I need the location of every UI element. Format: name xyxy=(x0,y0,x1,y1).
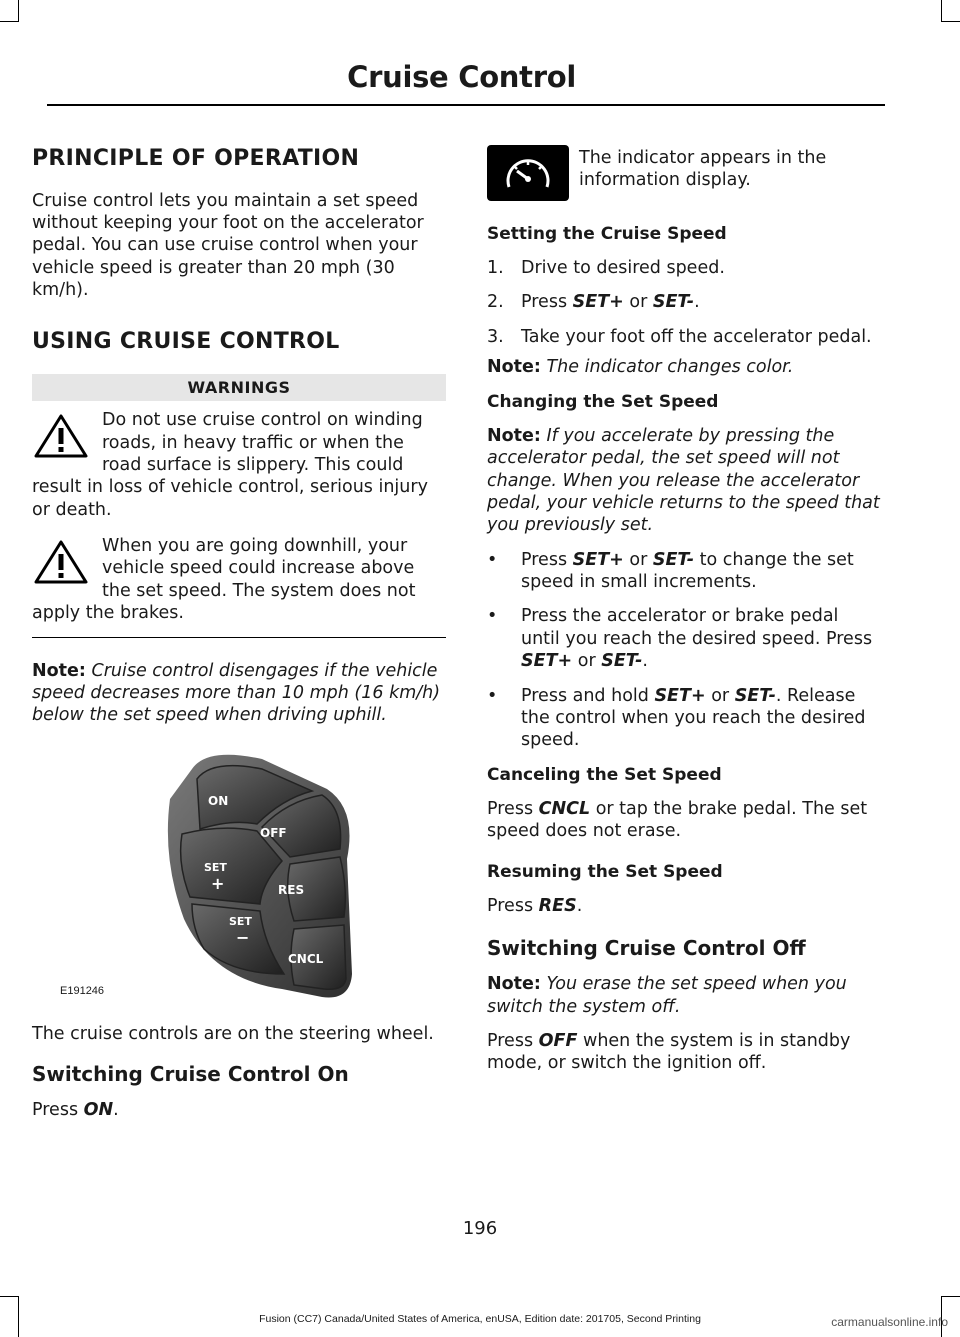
crop-mark xyxy=(941,0,942,22)
warning-text: Do not use cruise control on winding roads, in heavy traffic or when the road surface is slippery. This could result in loss of vehicle control, serious injury or death. xyxy=(32,410,428,520)
off-button-label: OFF xyxy=(260,825,287,840)
page-number: 196 xyxy=(462,1218,498,1239)
footer-edition-info: Fusion (CC7) Canada/United States of America, enUSA, Edition date: 201705, Second Printing xyxy=(259,1313,701,1325)
crop-mark xyxy=(18,0,19,22)
off-text: Press OFF when the system is in standby mode, or switch the ignition off. xyxy=(487,1030,851,1074)
changing-heading: Changing the Set Speed xyxy=(487,391,719,412)
note-label: Note: xyxy=(32,660,86,681)
crop-mark xyxy=(941,21,960,22)
note-erase: Note: You erase the set speed when you switch the system off. xyxy=(487,974,847,1017)
uphill-note xyxy=(32,660,446,727)
res-button-label: RES xyxy=(278,882,305,897)
warnings-heading: WARNINGS xyxy=(32,374,446,401)
period: . xyxy=(113,1100,119,1121)
warning-item xyxy=(32,535,446,625)
warning-triangle-icon xyxy=(32,412,90,460)
watermark: carmanualsonline.info xyxy=(831,1315,948,1329)
note-accelerate: Note: If you accelerate by pressing the accelerator pedal, the set speed will not change. When you release the accelerator pedal, your vehicle returns to the speed that you previously set. xyxy=(487,425,880,536)
on-key: ON xyxy=(83,1100,114,1121)
set-plus-button-label: SET xyxy=(204,860,227,874)
resuming-heading: Resuming the Set Speed xyxy=(487,861,723,882)
minus-symbol: − xyxy=(236,927,250,947)
crop-mark xyxy=(0,21,19,22)
switch-on-heading: Switching Cruise Control On xyxy=(32,1062,349,1087)
figure-id: E191246 xyxy=(60,984,105,997)
setting-heading: Setting the Cruise Speed xyxy=(487,224,727,244)
press-word: Press xyxy=(32,1100,79,1121)
steering-wheel-buttons-illustration xyxy=(32,739,446,1009)
note-color: Note: The indicator changes color. xyxy=(487,357,794,378)
using-heading: USING CRUISE CONTROL xyxy=(32,328,340,354)
list-item: • Press and hold SET+ or SET-. Release the control when you reach the desired speed. xyxy=(487,685,866,751)
cruise-control-buttons-figure xyxy=(32,739,446,1009)
set-minus-button-label: SET xyxy=(229,914,252,928)
plus-symbol: + xyxy=(211,873,225,893)
warning-item xyxy=(32,409,446,521)
principle-heading: PRINCIPLE OF OPERATION xyxy=(32,146,360,171)
list-item: 2. Press SET+ or SET-. xyxy=(487,292,700,313)
crop-mark xyxy=(0,1296,19,1297)
warnings-divider xyxy=(32,637,446,638)
resume-text: Press RES. xyxy=(487,895,583,916)
warning-text: When you are going downhill, your vehicle speed could increase above the set speed. The system does not apply the brakes. xyxy=(32,536,416,624)
list-item: • Press SET+ or SET- to change the set speed in small increments. xyxy=(487,549,854,593)
setting-steps xyxy=(487,257,880,348)
cruise-indicator-icon xyxy=(487,145,569,201)
list-item: • Press the accelerator or brake pedal until you reach the desired speed. Press SET+ or SET-. xyxy=(487,606,873,672)
left-column xyxy=(32,145,446,1134)
principle-text: Cruise control lets you maintain a set speed without keeping your foot on the accelerator pedal. You can use cruise control when your vehicle speed is greater than 20 mph (30 km/h). xyxy=(32,190,424,301)
on-button-label: ON xyxy=(208,793,229,808)
changing-bullets xyxy=(487,549,880,752)
warning-triangle-icon xyxy=(32,538,90,586)
cncl-button-label: CNCL xyxy=(288,951,324,966)
indicator-row xyxy=(487,145,880,201)
list-item: 3. Take your foot off the accelerator pedal. xyxy=(487,326,872,347)
crop-mark xyxy=(941,1296,960,1297)
note-text: Cruise control disengages if the vehicle speed decreases more than 10 mph (16 km/h) below the set speed when driving uphill. xyxy=(32,660,441,726)
header-divider xyxy=(47,104,885,106)
switch-off-heading: Switching Cruise Control Off xyxy=(487,936,806,961)
cancel-text: Press CNCL or tap the brake pedal. The set speed does not erase. xyxy=(487,798,868,842)
indicator-text: The indicator appears in the information display. xyxy=(579,148,827,191)
list-item: 1. Drive to desired speed. xyxy=(487,258,725,279)
canceling-heading: Canceling the Set Speed xyxy=(487,764,722,785)
page-header-title: Cruise Control xyxy=(347,60,576,94)
switch-on-instruction xyxy=(32,1099,446,1121)
right-column xyxy=(487,145,880,1087)
controls-location-text: The cruise controls are on the steering wheel. xyxy=(32,1023,434,1044)
